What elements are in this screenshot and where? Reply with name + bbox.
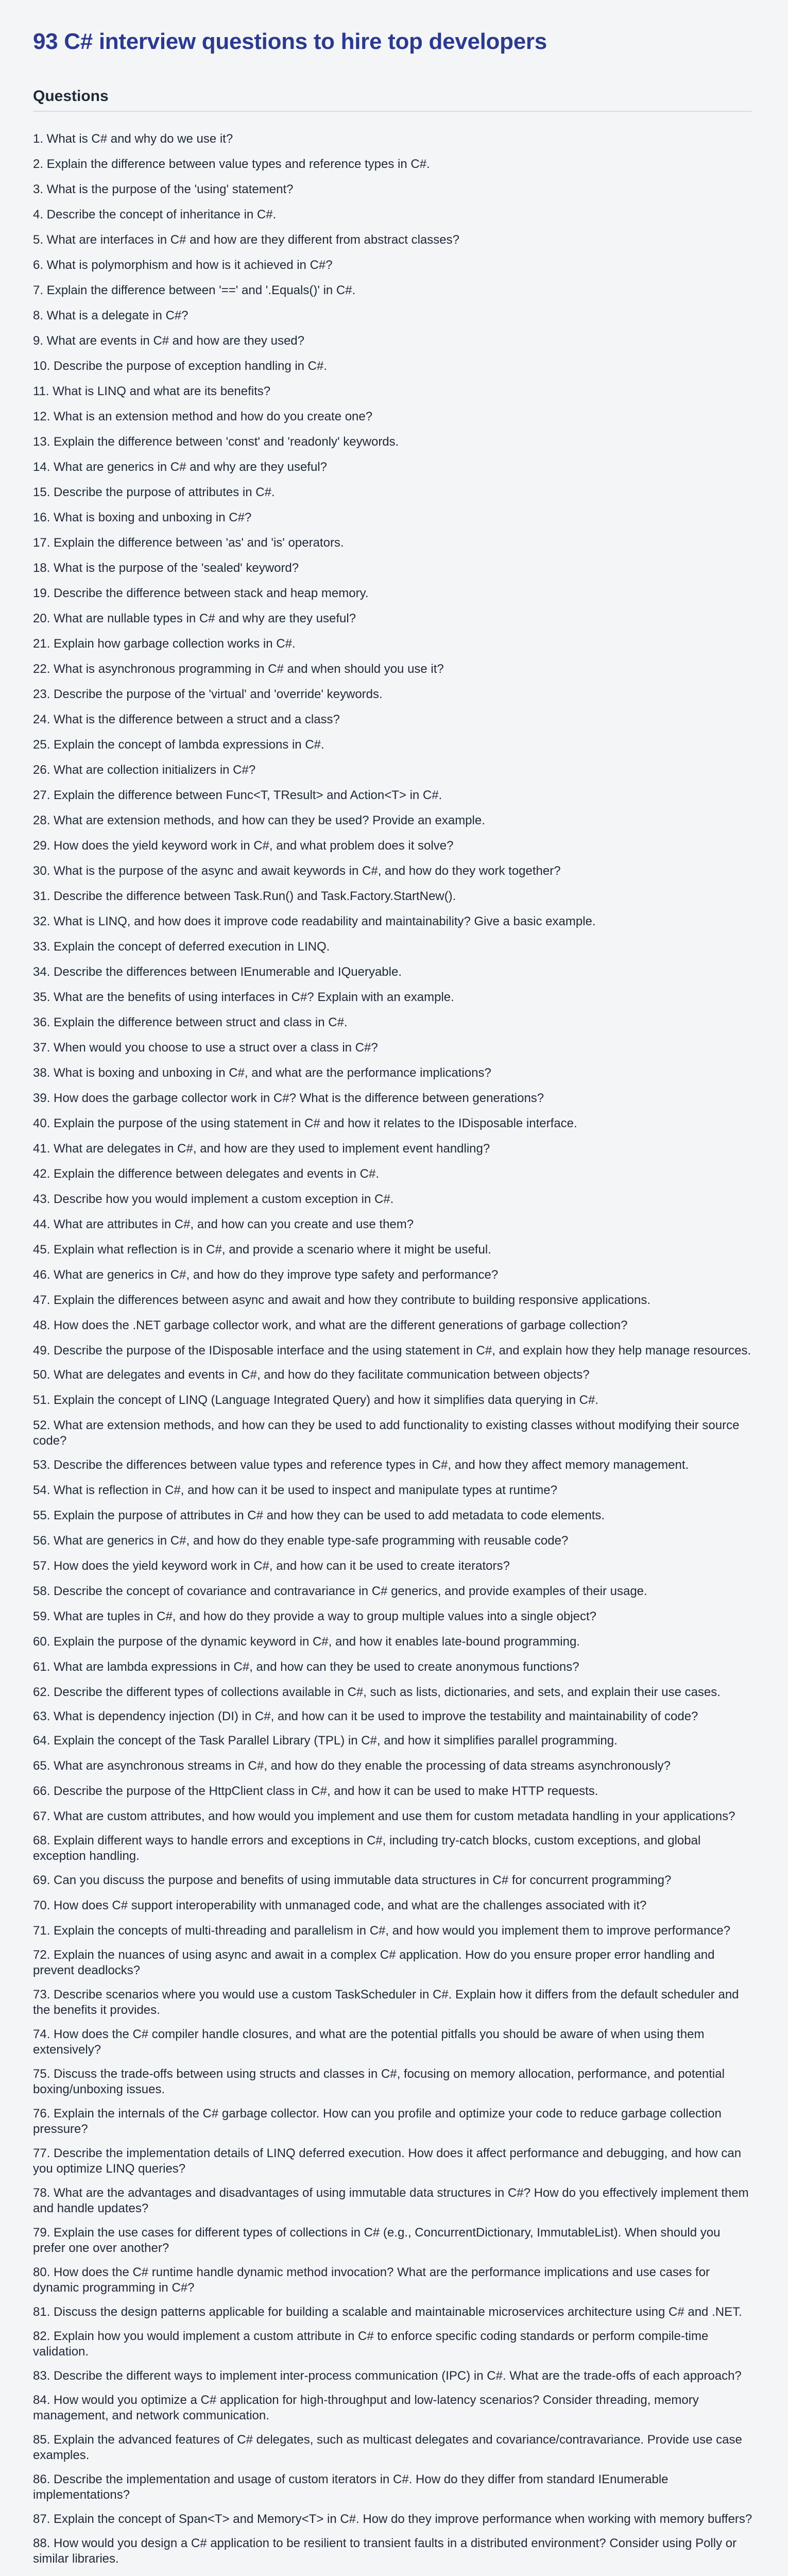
question-item: 54. What is reflection in C#, and how can it be used to inspect and manipulate types at runtime? bbox=[33, 1483, 557, 1497]
question-item: 23. Describe the purpose of the 'virtual' and 'override' keywords. bbox=[33, 687, 383, 701]
question-item: 77. Describe the implementation details of LINQ deferred execution. How does it affect performance and debugging, and how can you optimize LINQ queries? bbox=[33, 2146, 742, 2176]
question-item: 16. What is boxing and unboxing in C#? bbox=[33, 511, 252, 524]
question-item: 58. Describe the concept of covariance and contravariance in C# generics, and provide examples of their usage. bbox=[33, 1584, 647, 1598]
question-item: 3. What is the purpose of the 'using' statement? bbox=[33, 182, 294, 196]
question-item: 1. What is C# and why do we use it? bbox=[33, 132, 233, 146]
question-item: 76. Explain the internals of the C# garbage collector. How can you profile and optimize your code to reduce garbage collection pressure? bbox=[33, 2107, 722, 2136]
question-item: 78. What are the advantages and disadvantages of using immutable data structures in C#? How do you effectively implement them and handle updates? bbox=[33, 2186, 749, 2215]
question-item: 14. What are generics in C# and why are they useful? bbox=[33, 460, 327, 474]
question-item: 45. Explain what reflection is in C#, and provide a scenario where it might be useful. bbox=[33, 1243, 491, 1257]
question-item: 62. Describe the different types of collections available in C#, such as lists, dictionaries, and sets, and explain their use cases. bbox=[33, 1685, 721, 1699]
question-item: 13. Explain the difference between 'const' and 'readonly' keywords. bbox=[33, 435, 399, 449]
question-item: 80. How does the C# runtime handle dynamic method invocation? What are the performance implications and use cases for dynamic programming in C#? bbox=[33, 2265, 710, 2295]
question-item: 18. What is the purpose of the 'sealed' keyword? bbox=[33, 561, 299, 575]
question-item: 29. How does the yield keyword work in C#, and what problem does it solve? bbox=[33, 839, 454, 853]
question-item: 66. Describe the purpose of the HttpClient class in C#, and how it can be used to make HTTP requests. bbox=[33, 1784, 598, 1798]
question-item: 26. What are collection initializers in C#? bbox=[33, 763, 256, 777]
question-item: 73. Describe scenarios where you would use a custom TaskScheduler in C#. Explain how it differs from the default scheduler and the benefits it provides. bbox=[33, 1988, 739, 2017]
question-item: 42. Explain the difference between delegates and events in C#. bbox=[33, 1167, 380, 1181]
question-item: 6. What is polymorphism and how is it achieved in C#? bbox=[33, 258, 333, 272]
question-item: 25. Explain the concept of lambda expressions in C#. bbox=[33, 738, 324, 752]
question-item: 75. Discuss the trade-offs between using structs and classes in C#, focusing on memory allocation, performance, and potential boxing/unboxing issues. bbox=[33, 2067, 725, 2096]
question-item: 40. Explain the purpose of the using statement in C# and how it relates to the IDisposable interface. bbox=[33, 1116, 577, 1130]
question-item: 84. How would you optimize a C# application for high-throughput and low-latency scenarios? Consider threading, memory management, and network communication. bbox=[33, 2393, 699, 2422]
question-item: 44. What are attributes in C#, and how can you create and use them? bbox=[33, 1217, 414, 1231]
question-item: 70. How does C# support interoperability with unmanaged code, and what are the challenges associated with it? bbox=[33, 1899, 647, 1912]
question-item: 61. What are lambda expressions in C#, and how can they be used to create anonymous functions? bbox=[33, 1660, 579, 1674]
question-item: 43. Describe how you would implement a custom exception in C#. bbox=[33, 1192, 394, 1206]
question-item: 48. How does the .NET garbage collector work, and what are the different generations of garbage collection? bbox=[33, 1318, 628, 1332]
question-item: 74. How does the C# compiler handle closures, and what are the potential pitfalls you should be aware of when using them extensively? bbox=[33, 2027, 705, 2057]
question-item: 32. What is LINQ, and how does it improve code readability and maintainability? Give a basic example. bbox=[33, 914, 596, 928]
question-item: 49. Describe the purpose of the IDisposable interface and the using statement in C#, and explain how they help manage resources. bbox=[33, 1344, 751, 1358]
question-item: 7. Explain the difference between '==' and '.Equals()' in C#. bbox=[33, 283, 356, 297]
question-item: 33. Explain the concept of deferred execution in LINQ. bbox=[33, 940, 330, 954]
question-item: 46. What are generics in C#, and how do they improve type safety and performance? bbox=[33, 1268, 499, 1282]
question-item: 31. Describe the difference between Task.Run() and Task.Factory.StartNew(). bbox=[33, 889, 456, 903]
question-item: 50. What are delegates and events in C#, and how do they facilitate communication between objects? bbox=[33, 1368, 590, 1382]
question-item: 79. Explain the use cases for different types of collections in C# (e.g., ConcurrentDictionary, ImmutableList). When should you prefer one over another? bbox=[33, 2226, 721, 2255]
question-item: 57. How does the yield keyword work in C#, and how can it be used to create iterators? bbox=[33, 1559, 510, 1573]
question-item: 47. Explain the differences between async and await and how they contribute to building responsive applications. bbox=[33, 1293, 650, 1307]
question-item: 53. Describe the differences between value types and reference types in C#, and how they affect memory management. bbox=[33, 1458, 689, 1472]
question-item: 20. What are nullable types in C# and why are they useful? bbox=[33, 612, 356, 625]
question-item: 17. Explain the difference between 'as' and 'is' operators. bbox=[33, 536, 344, 550]
question-item: 51. Explain the concept of LINQ (Language Integrated Query) and how it simplifies data querying in C#. bbox=[33, 1393, 598, 1407]
question-item: 36. Explain the difference between struct and class in C#. bbox=[33, 1015, 348, 1029]
question-item: 71. Explain the concepts of multi-threading and parallelism in C#, and how would you implement them to improve performance? bbox=[33, 1924, 731, 1938]
page-title: 93 C# interview questions to hire top developers bbox=[33, 29, 547, 54]
question-item: 5. What are interfaces in C# and how are they different from abstract classes? bbox=[33, 233, 459, 247]
question-item: 86. Describe the implementation and usage of custom iterators in C#. How do they differ from standard IEnumerable implementations? bbox=[33, 2472, 669, 2502]
question-item: 68. Explain different ways to handle errors and exceptions in C#, including try-catch blocks, custom exceptions, and global exception handling. bbox=[33, 1834, 701, 1863]
question-item: 8. What is a delegate in C#? bbox=[33, 309, 189, 323]
question-item: 2. Explain the difference between value types and reference types in C#. bbox=[33, 157, 430, 171]
question-item: 24. What is the difference between a struct and a class? bbox=[33, 713, 340, 726]
question-item: 21. Explain how garbage collection works in C#. bbox=[33, 637, 296, 651]
question-item: 28. What are extension methods, and how can they be used? Provide an example. bbox=[33, 814, 485, 827]
question-item: 19. Describe the difference between stack and heap memory. bbox=[33, 586, 369, 600]
question-item: 55. Explain the purpose of attributes in C# and how they can be used to add metadata to code elements. bbox=[33, 1509, 605, 1522]
question-item: 72. Explain the nuances of using async and await in a complex C# application. How do you ensure proper error handling and prevent deadlocks? bbox=[33, 1948, 715, 1977]
questions-list bbox=[33, 131, 754, 2576]
question-item: 56. What are generics in C#, and how do they enable type-safe programming with reusable code? bbox=[33, 1534, 569, 1548]
question-item: 85. Explain the advanced features of C# delegates, such as multicast delegates and covariance/contravariance. Provide use case examples. bbox=[33, 2433, 742, 2462]
question-item: 69. Can you discuss the purpose and benefits of using immutable data structures in C# for concurrent programming? bbox=[33, 1873, 672, 1887]
question-item: 83. Describe the different ways to implement inter-process communication (IPC) in C#. What are the trade-offs of each approach? bbox=[33, 2369, 742, 2383]
question-item: 15. Describe the purpose of attributes in C#. bbox=[33, 485, 275, 499]
question-item: 30. What is the purpose of the async and await keywords in C#, and how do they work together? bbox=[33, 864, 561, 878]
question-item: 82. Explain how you would implement a custom attribute in C# to enforce specific coding standards or perform compile-time validation. bbox=[33, 2329, 709, 2359]
question-item: 9. What are events in C# and how are they used? bbox=[33, 334, 304, 348]
question-item: 64. Explain the concept of the Task Parallel Library (TPL) in C#, and how it simplifies parallel programming. bbox=[33, 1734, 618, 1748]
section-heading: Questions bbox=[33, 88, 109, 105]
question-item: 12. What is an extension method and how do you create one? bbox=[33, 410, 373, 423]
question-item: 35. What are the benefits of using interfaces in C#? Explain with an example. bbox=[33, 990, 454, 1004]
question-item: 67. What are custom attributes, and how would you implement and use them for custom metadata handling in your applications? bbox=[33, 1809, 735, 1823]
question-item: 63. What is dependency injection (DI) in C#, and how can it be used to improve the testability and maintainability of code? bbox=[33, 1709, 698, 1723]
section-divider bbox=[33, 111, 752, 112]
question-item: 60. Explain the purpose of the dynamic keyword in C#, and how it enables late-bound programming. bbox=[33, 1635, 580, 1649]
question-item: 4. Describe the concept of inheritance in C#. bbox=[33, 208, 277, 222]
question-item: 38. What is boxing and unboxing in C#, and what are the performance implications? bbox=[33, 1066, 491, 1080]
question-item: 65. What are asynchronous streams in C#, and how do they enable the processing of data streams asynchronously? bbox=[33, 1759, 671, 1773]
question-item: 59. What are tuples in C#, and how do they provide a way to group multiple values into a single object? bbox=[33, 1609, 596, 1623]
question-item: 52. What are extension methods, and how can they be used to add functionality to existing classes without modifying their source code? bbox=[33, 1418, 740, 1448]
question-item: 87. Explain the concept of Span<T> and Memory<T> in C#. How do they improve performance when working with memory buffers? bbox=[33, 2512, 752, 2526]
question-item: 11. What is LINQ and what are its benefits? bbox=[33, 384, 271, 398]
question-item: 41. What are delegates in C#, and how are they used to implement event handling? bbox=[33, 1142, 490, 1156]
question-item: 34. Describe the differences between IEnumerable and IQueryable. bbox=[33, 965, 402, 979]
question-item: 10. Describe the purpose of exception handling in C#. bbox=[33, 359, 328, 373]
question-item: 22. What is asynchronous programming in C# and when should you use it? bbox=[33, 662, 444, 676]
question-item: 37. When would you choose to use a struct over a class in C#? bbox=[33, 1041, 378, 1055]
question-item: 88. How would you design a C# application to be resilient to transient faults in a distributed environment? Consider using Polly or similar libraries. bbox=[33, 2536, 737, 2566]
question-item: 39. How does the garbage collector work in C#? What is the difference between generations? bbox=[33, 1091, 544, 1105]
question-item: 27. Explain the difference between Func<T, TResult> and Action<T> in C#. bbox=[33, 788, 442, 802]
question-item: 81. Discuss the design patterns applicable for building a scalable and maintainable microservices architecture using C# and .NET. bbox=[33, 2305, 742, 2319]
